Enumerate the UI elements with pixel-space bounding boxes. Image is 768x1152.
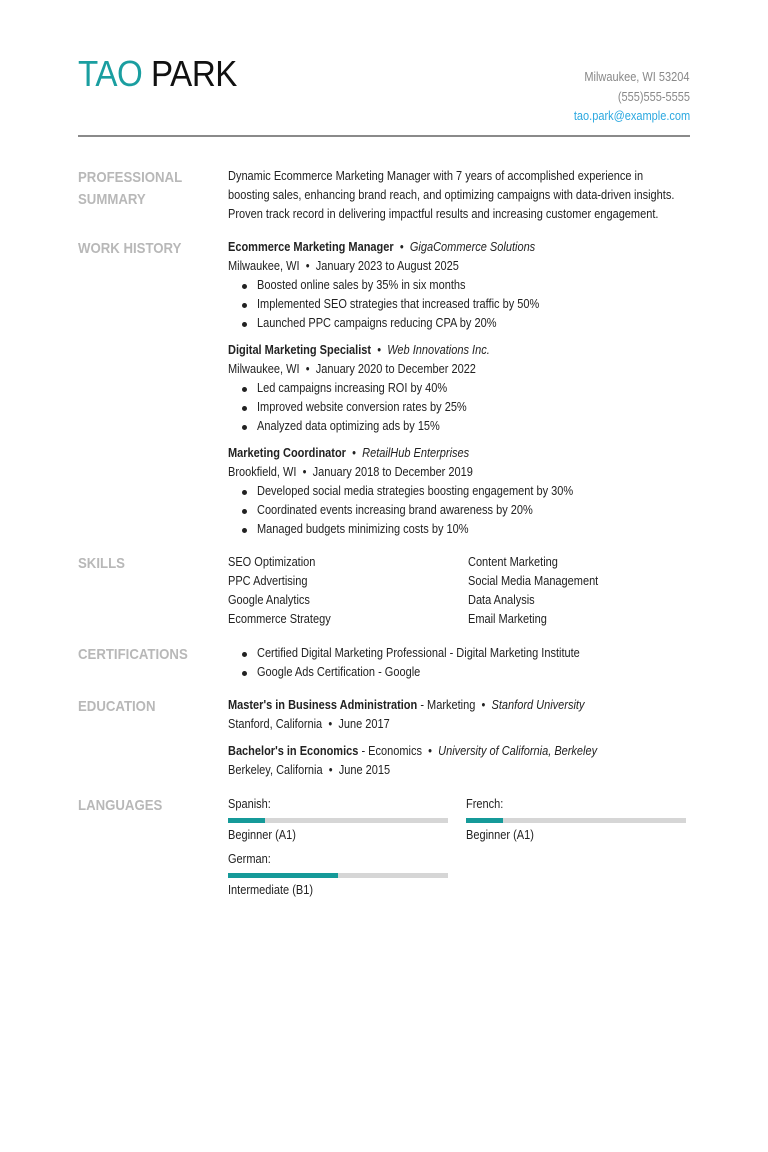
job-entry	[228, 238, 693, 333]
proficiency-fill	[228, 818, 265, 823]
language-item-spanish	[228, 795, 448, 845]
school-name: University of California, Berkeley	[438, 744, 598, 758]
graduation-date: June 2017	[338, 717, 390, 731]
certification-item: Certified Digital Marketing Professional - Digital Marketing Institute	[242, 644, 693, 663]
education-list	[228, 696, 693, 780]
separator-dot: •	[399, 240, 404, 254]
school-location: Stanford, California	[228, 717, 323, 731]
job-bullet: Managed budgets minimizing costs by 10%	[242, 520, 693, 539]
language-level: Intermediate (B1)	[228, 883, 313, 897]
summary-line: Dynamic Ecommerce Marketing Manager with 7 years of accomplished experience in	[228, 169, 644, 183]
job-title: Digital Marketing Specialist	[228, 343, 372, 357]
separator-dot: •	[302, 465, 307, 479]
company-name: Web Innovations Inc.	[387, 343, 490, 357]
resume-page	[78, 0, 690, 897]
degree: Bachelor's in Economics	[228, 744, 359, 758]
job-dates: January 2018 to December 2019	[312, 465, 473, 479]
separator-dot: •	[305, 362, 310, 376]
school-location: Berkeley, California	[228, 763, 323, 777]
summary-label-line: PROFESSIONAL	[78, 169, 183, 186]
language-level: Beginner (A1)	[466, 828, 534, 842]
language-name: Spanish:	[228, 797, 271, 811]
job-bullet: Launched PPC campaigns reducing CPA by 20%	[242, 314, 693, 333]
company-name: GigaCommerce Solutions	[409, 240, 536, 254]
company-name: RetailHub Enterprises	[362, 446, 470, 460]
proficiency-fill	[466, 818, 503, 823]
language-name: French:	[466, 797, 504, 811]
summary-line: Proven track record in delivering impactful results and increasing customer engagement.	[228, 207, 659, 221]
job-location: Milwaukee, WI	[228, 259, 300, 273]
proficiency-fill	[228, 873, 338, 878]
job-title: Ecommerce Marketing Manager	[228, 240, 394, 254]
job-entry	[228, 444, 693, 539]
job-bullets	[228, 482, 693, 539]
job-bullet: Implemented SEO strategies that increased traffic by 50%	[242, 295, 693, 314]
languages-list	[228, 795, 693, 905]
proficiency-bar	[228, 818, 448, 823]
section-label-languages: LANGUAGES	[78, 797, 163, 814]
education-entry	[228, 696, 693, 734]
skill-item: Data Analysis	[468, 593, 535, 607]
separator-dot: •	[481, 698, 486, 712]
separator-dot: •	[377, 343, 382, 357]
summary-label-line: SUMMARY	[78, 191, 146, 208]
education-entry	[228, 742, 693, 780]
skill-item: PPC Advertising	[228, 574, 308, 588]
separator-dot: •	[352, 446, 356, 460]
proficiency-bar	[466, 818, 686, 823]
contact-info	[558, 68, 690, 127]
separator-dot: •	[305, 259, 310, 273]
language-level: Beginner (A1)	[228, 828, 296, 842]
first-name: TAO	[78, 53, 143, 94]
job-dates: January 2023 to August 2025	[315, 259, 459, 273]
job-bullet: Analyzed data optimizing ads by 15%	[242, 417, 693, 436]
language-name: German:	[228, 852, 271, 866]
job-location: Milwaukee, WI	[228, 362, 300, 376]
degree: Master's in Business Administration	[228, 698, 418, 712]
separator-dot: •	[428, 744, 433, 758]
job-title: Marketing Coordinator	[228, 446, 346, 460]
summary-line: boosting sales, enhancing brand reach, and optimizing campaigns with data-driven insights.	[228, 188, 675, 202]
header-divider	[78, 135, 690, 137]
section-label-education: EDUCATION	[78, 698, 156, 715]
graduation-date: June 2015	[338, 763, 391, 777]
job-bullets	[228, 379, 693, 436]
separator-dot: •	[328, 763, 333, 777]
skills-column-left	[228, 553, 345, 629]
section-label-certifications: CERTIFICATIONS	[78, 646, 188, 663]
job-bullet: Boosted online sales by 35% in six months	[242, 276, 693, 295]
phone: (555)555-5555	[617, 89, 690, 104]
work-history-list	[228, 238, 693, 547]
job-entry	[228, 341, 693, 436]
job-bullet: Led campaigns increasing ROI by 40%	[242, 379, 693, 398]
job-dates: January 2020 to December 2022	[315, 362, 476, 376]
candidate-name	[78, 54, 237, 94]
school-name: Stanford University	[491, 698, 585, 712]
summary-text	[228, 167, 693, 224]
address: Milwaukee, WI 53204	[584, 70, 690, 84]
job-bullet: Developed social media strategies boosting engagement by 30%	[242, 482, 693, 501]
language-item-french	[466, 795, 686, 845]
separator-dot: •	[328, 717, 333, 731]
skill-item: SEO Optimization	[228, 555, 316, 569]
job-bullet: Coordinated events increasing brand awareness by 20%	[242, 501, 693, 520]
skills-grid	[228, 553, 693, 633]
last-name: PARK	[151, 53, 237, 94]
language-item-german	[228, 850, 448, 900]
section-label-summary	[78, 167, 201, 211]
certification-item: Google Ads Certification - Google	[242, 663, 693, 682]
job-bullets	[228, 276, 693, 333]
job-location: Brookfield, WI	[228, 465, 297, 479]
section-label-skills: SKILLS	[78, 555, 125, 572]
skill-item: Google Analytics	[228, 593, 310, 607]
resume-header	[78, 0, 690, 136]
certifications-list	[228, 644, 693, 682]
skill-item: Ecommerce Strategy	[228, 612, 331, 626]
field-of-study: - Economics	[361, 744, 422, 758]
email-link[interactable]: tao.park@example.com	[573, 109, 690, 123]
proficiency-bar	[228, 873, 448, 878]
field-of-study: - Marketing	[420, 698, 476, 712]
job-bullet: Improved website conversion rates by 25%	[242, 398, 693, 417]
skill-item: Content Marketing	[468, 555, 558, 569]
section-skills	[78, 553, 690, 633]
skill-item: Social Media Management	[468, 574, 599, 588]
skills-column-right	[468, 553, 616, 629]
section-label-work-history: WORK HISTORY	[78, 240, 182, 257]
skill-item: Email Marketing	[468, 612, 547, 626]
